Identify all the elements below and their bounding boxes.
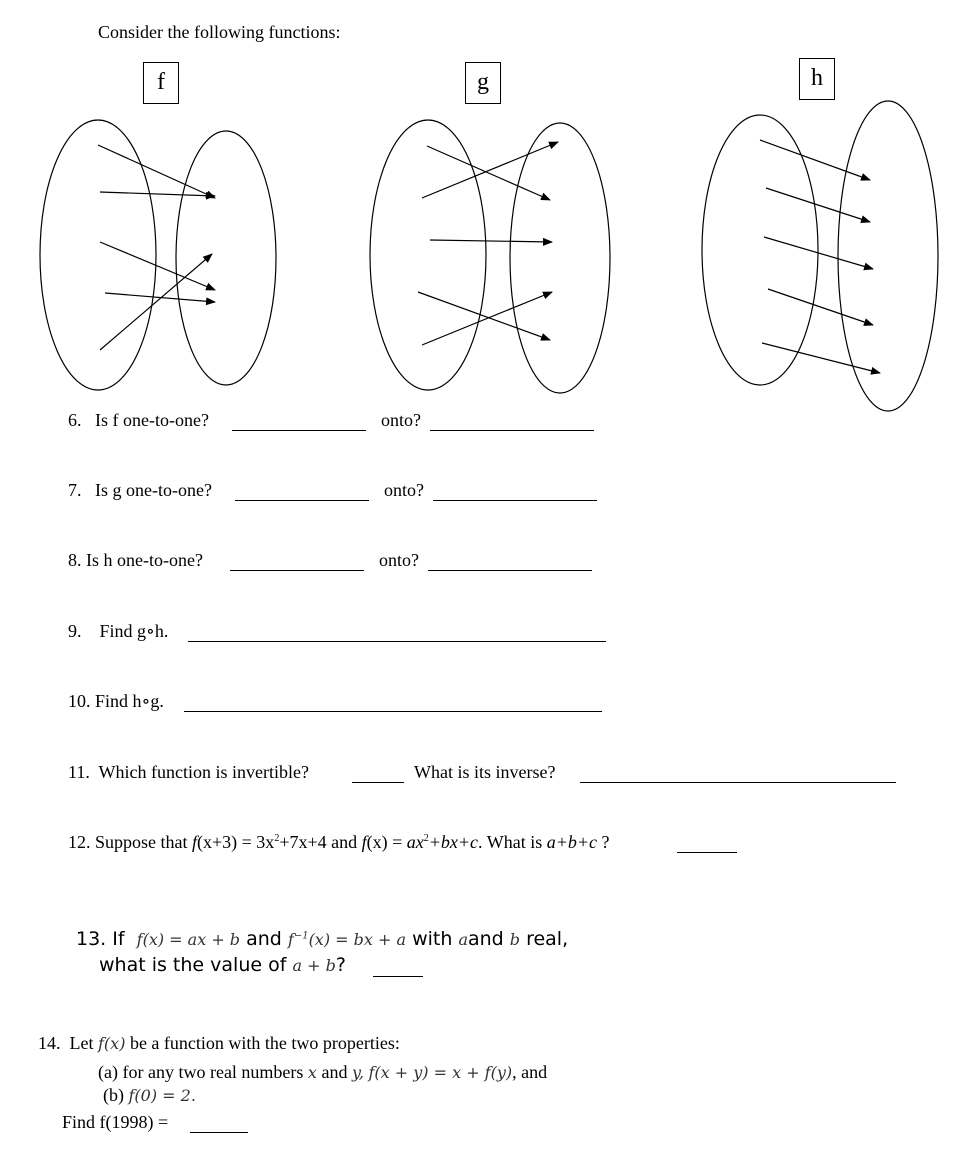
h-arrow-1: [760, 140, 870, 180]
q10-answer[interactable]: [184, 697, 602, 712]
question-number: 6.: [68, 410, 82, 430]
question-number: 7.: [68, 480, 82, 500]
q13-answer[interactable]: [373, 962, 423, 977]
question-number: 11.: [68, 762, 90, 782]
question-text: Find g∘h.: [99, 621, 169, 641]
q11-invertible-answer[interactable]: [352, 768, 404, 783]
question-number: 12.: [68, 832, 91, 852]
f-arrow-2: [100, 192, 215, 196]
function-label-h: h: [799, 58, 835, 100]
question-text: Which function is invertible?: [98, 762, 309, 782]
question-14-line-1: 14. Let f(x) be a function with the two properties:: [38, 1033, 400, 1053]
mapping-diagrams: [0, 0, 970, 420]
g-arrow-3: [430, 240, 552, 242]
question-14-find: Find f(1998) =: [62, 1112, 169, 1132]
q12-answer[interactable]: [677, 838, 737, 853]
question-text: Is g one-to-one?: [95, 480, 212, 500]
question-10: [68, 691, 164, 712]
question-11: [68, 762, 309, 783]
function-label-g: g: [465, 62, 501, 104]
question-number: 8.: [68, 550, 82, 570]
h-arrow-4: [768, 289, 873, 325]
question-13-line-2: what is the value of a + b?: [99, 954, 346, 976]
question-9: [68, 621, 168, 642]
question-text: Is f one-to-one?: [95, 410, 209, 430]
q6-onto-label: onto?: [381, 410, 421, 430]
g-domain-oval: [370, 120, 486, 390]
q14-answer[interactable]: [190, 1118, 248, 1133]
q11-inverse-label: What is its inverse?: [414, 762, 556, 782]
h-arrow-5: [762, 343, 880, 373]
question-number: 10.: [68, 691, 91, 711]
intro-text: Consider the following functions:: [98, 22, 341, 42]
q9-answer[interactable]: [188, 627, 606, 642]
h-domain-oval: [702, 115, 818, 385]
question-14-property-a: (a) for any two real numbers x and y, f(x + y) = x + f(y), and: [98, 1062, 548, 1082]
q8-onto-label: onto?: [379, 550, 419, 570]
q6-onto-answer[interactable]: [430, 416, 594, 431]
question-text: Find h∘g.: [95, 691, 164, 711]
question-13-line-1: 13. If f(x) = ax + b and $f^{-1}(x)$ = bx + a with aand b real,: [76, 928, 569, 950]
f-arrow-4: [105, 293, 215, 302]
question-number: 9.: [68, 621, 82, 641]
q7-onto-answer[interactable]: [433, 486, 597, 501]
h-codomain-oval: [838, 101, 938, 411]
g-arrow-2: [422, 142, 558, 198]
q7-onto-label: onto?: [384, 480, 424, 500]
question-text: Is h one-to-one?: [86, 550, 203, 570]
f-domain-oval: [40, 120, 156, 390]
question-6: [68, 410, 209, 431]
q8-onto-answer[interactable]: [428, 556, 592, 571]
g-codomain-oval: [510, 123, 610, 393]
question-12: 12. Suppose that $f(x+3) = 3x^2+7x+4$ and $f(x) = ax^2+bx+c$. What is a+b+c ?: [68, 832, 610, 852]
q8-one-to-one-answer[interactable]: [230, 556, 364, 571]
h-arrow-2: [766, 188, 870, 222]
g-arrow-4: [418, 292, 550, 340]
function-label-f: f: [143, 62, 179, 104]
question-7: [68, 480, 212, 501]
question-14-property-b: (b) f(0) = 2.: [103, 1085, 196, 1105]
q7-one-to-one-answer[interactable]: [235, 486, 369, 501]
q11-inverse-answer[interactable]: [580, 768, 896, 783]
question-8: [68, 550, 203, 571]
q6-one-to-one-answer[interactable]: [232, 416, 366, 431]
g-arrow-1: [427, 146, 550, 200]
f-codomain-oval: [176, 131, 276, 385]
